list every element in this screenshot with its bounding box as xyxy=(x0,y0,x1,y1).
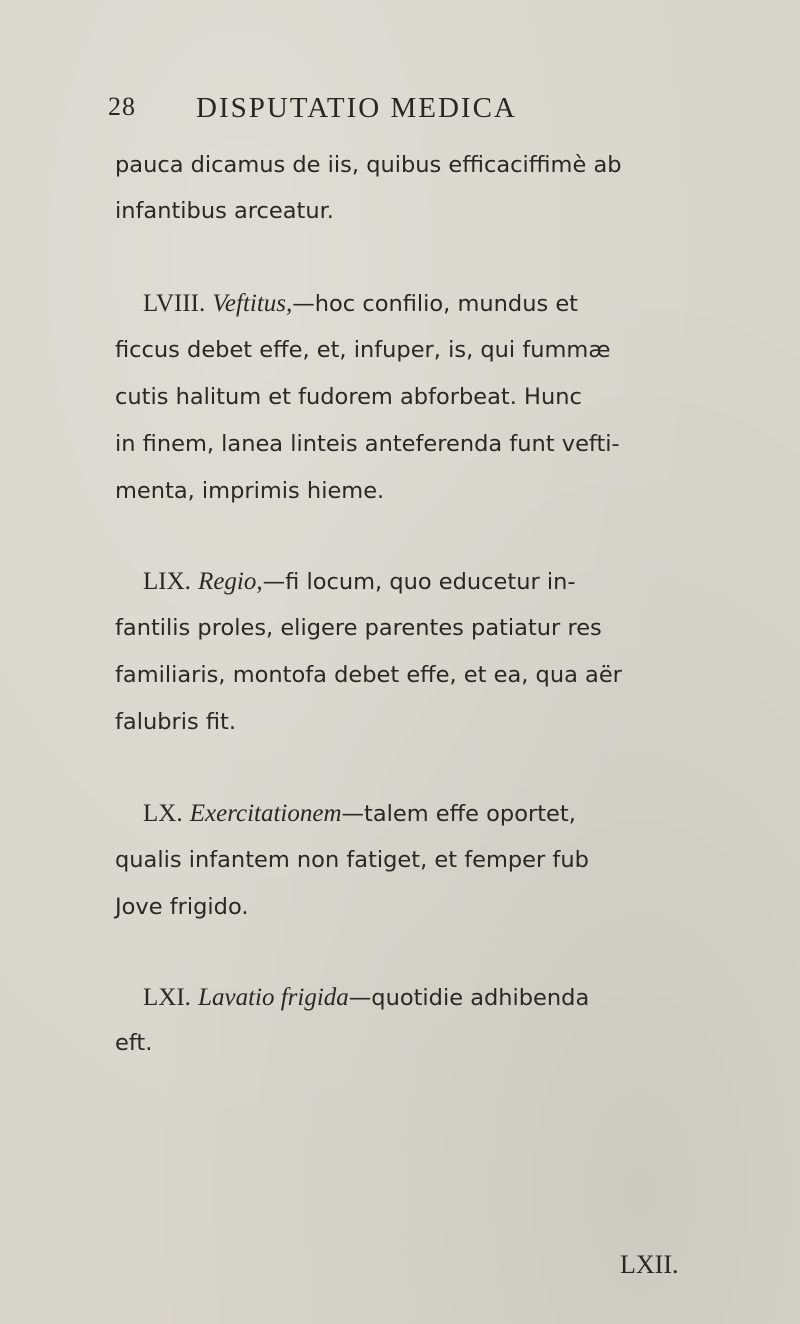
section-lix-first-line xyxy=(143,568,576,596)
section-title: Lavatio frigida xyxy=(198,984,349,1011)
section-number: LVIII. xyxy=(143,290,206,317)
text-line: qualis infantem non fatiget, et femper fub xyxy=(115,847,589,873)
text-line: infantibus arceatur. xyxy=(115,198,334,224)
section-title: Veftitus, xyxy=(212,290,293,317)
text-line: menta, imprimis hieme. xyxy=(115,478,385,504)
text-line: Jove frigido. xyxy=(115,894,249,920)
section-title: Exercitationem xyxy=(189,800,342,827)
section-title: Regio, xyxy=(198,568,263,595)
text-line: pauca dicamus de iis, quibus efficaciffimè ab xyxy=(115,152,622,178)
section-text: —talem effe oportet, xyxy=(341,801,576,827)
page-number: 28 xyxy=(108,92,136,121)
text-line: cutis halitum et fudorem abforbeat. Hunc xyxy=(115,384,582,410)
text-line: in finem, lanea linteis anteferenda funt vefti- xyxy=(115,431,620,457)
section-text: —quotidie adhibenda xyxy=(348,985,590,1011)
section-number: LXI. xyxy=(143,984,191,1011)
section-text: —fi locum, quo educetur in- xyxy=(262,569,576,595)
text-line: fantilis proles, eligere parentes patiatur res xyxy=(115,615,602,641)
section-lxi-first-line xyxy=(143,984,589,1012)
page-header xyxy=(108,92,668,136)
catchword: LXII. xyxy=(620,1250,679,1279)
text-line: familiaris, montofa debet effe, et ea, qua aër xyxy=(115,662,622,688)
text-line: eft. xyxy=(115,1030,153,1056)
section-number: LIX. xyxy=(143,568,191,595)
section-text: —hoc confilio, mundus et xyxy=(292,291,578,317)
text-line: falubris fit. xyxy=(115,709,237,735)
section-number: LX. xyxy=(143,800,183,827)
running-head: DISPUTATIO MEDICA xyxy=(196,92,517,124)
text-line: ficcus debet effe, et, infuper, is, qui fummæ xyxy=(115,337,611,363)
section-lx-first-line xyxy=(143,800,576,828)
section-lviii-first-line xyxy=(143,290,578,318)
